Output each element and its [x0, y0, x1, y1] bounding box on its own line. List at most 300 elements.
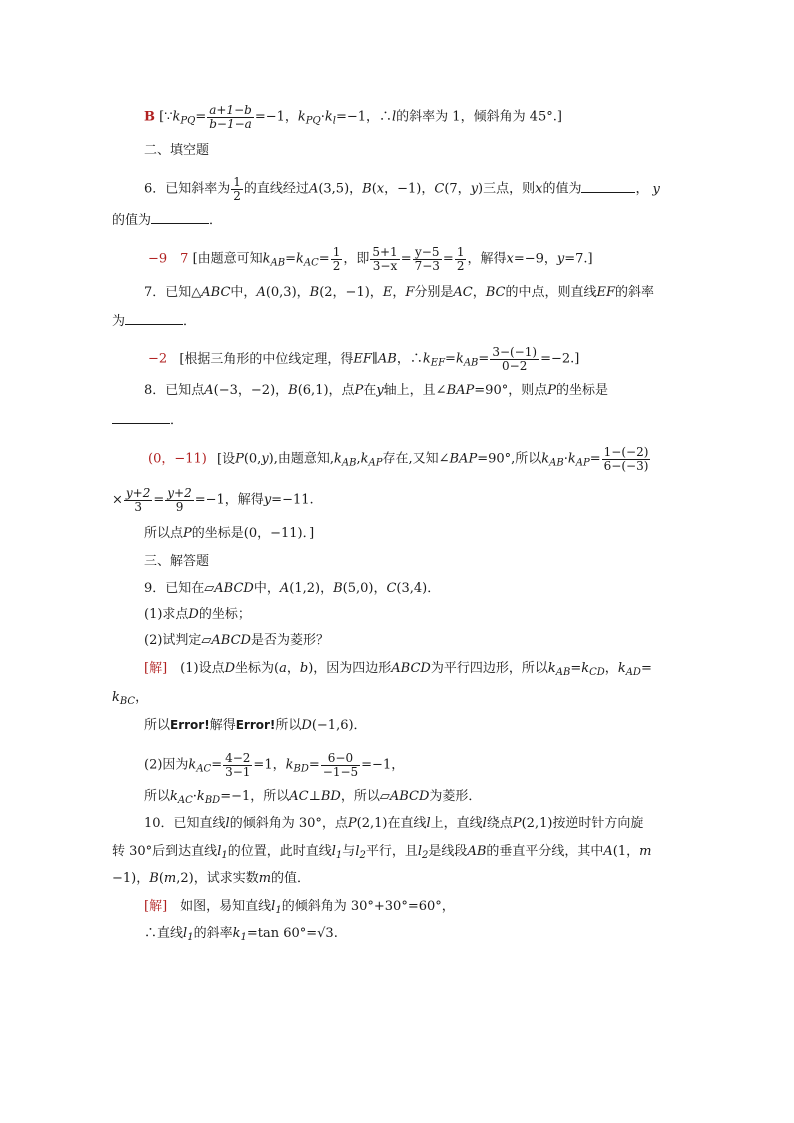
text: (1)设点: [167, 661, 225, 676]
denominator: 7−3: [414, 258, 440, 273]
answer-blank: [581, 180, 635, 193]
subscript: AP: [368, 457, 383, 469]
text: (3,4)．: [396, 581, 441, 596]
answer-9-line-5: [144, 788, 481, 810]
var: x: [535, 181, 543, 197]
fraction: [124, 487, 152, 513]
var: k: [455, 351, 464, 367]
denominator: 0−2: [502, 358, 528, 373]
text: =: [400, 251, 412, 267]
text: 的倾斜角为 30°+30°=60°，: [281, 899, 455, 914]
var: C: [434, 181, 445, 197]
var: P: [547, 383, 556, 398]
subscript: AB: [549, 457, 564, 469]
text: ，: [635, 181, 649, 197]
var: m: [163, 871, 177, 886]
subscript: BC: [119, 696, 136, 707]
subscript: EF: [430, 357, 446, 369]
var: P: [512, 816, 522, 831]
var: ABCD: [389, 789, 430, 804]
subscript: 1: [275, 905, 282, 916]
text: =: [442, 251, 454, 267]
text: ∴直线: [144, 926, 184, 941]
var: B: [309, 285, 320, 300]
section-heading-fill-blank: 二、填空题: [144, 143, 210, 158]
var: E: [382, 285, 393, 300]
numerator: a+1−b: [209, 103, 252, 117]
subscript: 1: [187, 932, 194, 943]
text: [根据三角形的中位线定理，得: [179, 351, 354, 367]
answer-6-line: [148, 246, 593, 273]
text: 10．已知直线: [144, 816, 226, 831]
text: 所以: [144, 789, 171, 804]
var: P: [347, 816, 357, 831]
text: =90°,所以: [477, 451, 542, 467]
var: a: [279, 661, 287, 676]
var: k: [232, 926, 241, 941]
fraction: [223, 752, 252, 778]
var: l: [426, 816, 431, 831]
var: k: [196, 789, 205, 804]
text: −1)，: [112, 871, 150, 886]
fraction: [413, 246, 442, 272]
question-6-line-2: [112, 211, 222, 230]
text: 的位置，此时直线: [227, 844, 332, 859]
text: [∵: [159, 109, 173, 125]
question-9-part-1: [144, 606, 251, 624]
fraction: [207, 104, 254, 130]
var: k: [422, 351, 431, 367]
var: D: [188, 607, 199, 622]
text: [由题意可知: [192, 251, 263, 267]
text: ,: [356, 451, 361, 467]
var: F: [405, 285, 415, 300]
subscript: 2: [359, 850, 366, 861]
var: B: [333, 581, 343, 596]
var: k: [334, 451, 342, 467]
numerator: 1: [456, 245, 465, 259]
text: (2,1)在直线: [356, 816, 427, 831]
question-9-line-1: [144, 580, 440, 598]
text: (−1,6)．: [311, 718, 367, 733]
question-7-line-2: [112, 312, 196, 331]
var: ABCD: [214, 581, 254, 596]
text: =: [445, 351, 456, 367]
fraction: [455, 246, 467, 272]
var: EF: [596, 285, 616, 300]
text: (2)因为: [144, 757, 189, 773]
numerator: 6−0: [321, 752, 360, 766]
text: ，: [392, 285, 406, 300]
subscript: 2: [422, 850, 429, 861]
var: A: [256, 285, 266, 300]
answer-blank: [125, 312, 183, 325]
text: 的值为: [112, 213, 152, 228]
var: k: [262, 251, 271, 267]
text: 平行，且: [365, 844, 418, 859]
var: BC: [485, 285, 506, 300]
var: B: [149, 871, 159, 886]
question-7-line-1: [144, 284, 654, 302]
text: =tan 60°=√3.: [246, 926, 338, 941]
text: =−1，所以: [220, 789, 290, 804]
subscript: AP: [575, 457, 590, 469]
fraction: [331, 246, 343, 272]
text: 6．已知斜率为: [144, 181, 231, 197]
text: 为菱形．: [429, 789, 482, 804]
var: D: [224, 661, 236, 676]
var: k: [297, 109, 306, 125]
text: 为: [112, 314, 126, 329]
var: k: [170, 789, 178, 804]
fraction: [490, 346, 539, 372]
subscript: AC: [177, 795, 193, 806]
var: ABC: [201, 285, 231, 300]
text: ．: [170, 413, 184, 428]
subscript: AB: [341, 457, 357, 469]
var: y: [652, 181, 660, 197]
text: =: [195, 109, 207, 125]
text: ，: [135, 690, 149, 705]
text: )三点，则: [478, 181, 536, 197]
answer-9-line-3: [144, 716, 367, 735]
text: ，: [472, 285, 486, 300]
question-8-line-2: [112, 411, 183, 430]
text: ，−1)，: [384, 181, 435, 197]
error-placeholder: Error!: [170, 718, 210, 732]
denominator: 9: [175, 499, 184, 514]
text: ，: [604, 661, 618, 676]
denominator: 3−x: [372, 258, 398, 273]
question-10-line-2: [112, 843, 651, 865]
text: ．: [183, 314, 197, 329]
text: =−9，: [513, 251, 557, 267]
text: =−1，∴: [335, 109, 392, 125]
var: BAP: [446, 383, 475, 398]
numerator: 1: [332, 245, 341, 259]
var: AC: [289, 789, 309, 804]
numerator: 4−2: [225, 751, 251, 765]
text: =1，: [253, 757, 286, 773]
answer-8-line-1: [148, 446, 651, 473]
text: 坐标为(: [235, 661, 280, 676]
answer-8-line-2: [112, 487, 314, 513]
text: (1,2)，: [289, 581, 334, 596]
subscript: BD: [204, 795, 221, 806]
answer-9-line-2: [112, 689, 148, 711]
answer-blank: [112, 411, 170, 424]
text: 的值．: [271, 871, 311, 886]
answer-9-line-1: [144, 660, 652, 682]
numerator: 1−(−2): [603, 445, 649, 459]
text: 在: [363, 383, 377, 398]
var: l: [355, 844, 360, 859]
text: 的坐标是(0，−11)．]: [191, 526, 315, 541]
text: (: [158, 871, 164, 886]
var: l: [331, 844, 336, 859]
var: A: [204, 383, 214, 398]
subscript: AB: [463, 357, 479, 369]
var: B: [362, 181, 372, 197]
question-10-line-3: [112, 870, 310, 888]
text: 解得: [209, 718, 236, 733]
text: =: [640, 661, 652, 676]
text: ·: [563, 451, 568, 467]
text: 的垂直平分线，其中: [486, 844, 604, 859]
text: [设: [217, 451, 236, 467]
text: 与: [342, 844, 356, 859]
text: =: [589, 451, 601, 467]
var: l: [271, 899, 276, 914]
subscript: CD: [589, 667, 605, 678]
text: 的直线经过: [243, 181, 309, 197]
solution-tag: [解]: [144, 899, 168, 914]
subscript: AB: [555, 667, 571, 678]
var: k: [112, 690, 120, 705]
text: (1，: [612, 844, 640, 859]
var: A: [279, 581, 290, 596]
subscript: BD: [293, 763, 309, 775]
error-placeholder: Error!: [235, 718, 276, 732]
answer-6-value: −9 7: [148, 251, 189, 267]
subscript: 1: [221, 850, 228, 861]
text: )，因为四边形: [308, 661, 392, 676]
text: 上，直线: [430, 816, 483, 831]
text: ,2)，试求实数: [176, 871, 259, 886]
numerator: 1: [233, 175, 241, 189]
text: (0,: [243, 451, 262, 467]
text: 转 30°后到达直线: [112, 844, 218, 859]
var: AB: [377, 351, 397, 367]
text: (3,5)，: [318, 181, 363, 197]
var: y: [261, 451, 269, 467]
text: 的坐标；: [198, 607, 251, 622]
text: 为平行四边形，所以: [430, 661, 548, 676]
text: =−1，: [254, 109, 298, 125]
var: EF: [353, 351, 372, 367]
text: =: [318, 251, 330, 267]
text: 的值为: [542, 181, 582, 197]
text: =: [153, 492, 165, 508]
subscript: PQ: [180, 115, 196, 127]
var: x: [506, 251, 514, 267]
fraction: [231, 176, 243, 202]
text: 9．已知在▱: [144, 581, 215, 596]
question-6-line-1: [144, 176, 660, 202]
denominator: 2: [233, 188, 241, 203]
answer-8-value: (0，−11): [148, 451, 207, 467]
text: ，所以▱: [340, 789, 390, 804]
var: l: [217, 844, 222, 859]
denominator: 3: [134, 499, 142, 514]
question-8-line-1: [144, 382, 608, 400]
fraction: [165, 487, 193, 513]
text: (0,3)，: [265, 285, 310, 300]
text: 中，: [230, 285, 257, 300]
text: 如图，易知直线: [167, 899, 272, 914]
subscript: AC: [196, 763, 212, 775]
denominator: b−1−a: [209, 116, 252, 131]
text: =: [570, 661, 582, 676]
answer-8-line-3: [144, 525, 314, 543]
denominator: −1−5: [322, 764, 359, 779]
var: k: [285, 757, 294, 773]
answer-5-line: [144, 104, 562, 131]
text: ),由题意知,: [268, 451, 335, 467]
text: =90°，则点: [474, 383, 548, 398]
subscript: AD: [625, 667, 641, 678]
text: (2，−1)，: [319, 285, 383, 300]
denominator: 3−1: [225, 764, 251, 779]
text: (1)求点: [144, 607, 189, 622]
var: x: [376, 181, 385, 197]
var: m: [258, 871, 272, 886]
text: (5,0)，: [342, 581, 387, 596]
var: k: [188, 757, 197, 773]
var: AB: [467, 844, 487, 859]
text: 绕点: [486, 816, 513, 831]
text: ，即: [343, 251, 370, 267]
numerator: 5+1: [372, 245, 398, 259]
text: =−1，解得: [194, 492, 264, 508]
var: B: [288, 383, 298, 398]
var: y: [556, 251, 565, 267]
text: 所以: [275, 718, 302, 733]
text: 7．已知△: [144, 285, 202, 300]
var: k: [172, 109, 181, 125]
var: P: [183, 526, 192, 541]
text: ⊥: [308, 789, 321, 804]
text: 所以点: [144, 526, 184, 541]
text: 存在,又知∠: [382, 451, 450, 467]
var: l: [225, 816, 230, 831]
fraction: [370, 246, 399, 272]
answer-7-value: −2: [148, 351, 168, 367]
text: =−1，: [361, 757, 405, 773]
question-9-part-2: [144, 632, 329, 650]
section-heading-solutions: 三、解答题: [144, 554, 210, 569]
var: P: [354, 383, 364, 398]
text: 的倾斜角为 30°，点: [229, 816, 348, 831]
numerator: y+2: [125, 486, 151, 500]
text: ，: [286, 661, 300, 676]
var: l: [417, 844, 423, 859]
var: P: [235, 451, 244, 467]
subscript: 1: [240, 932, 247, 943]
var: ABCD: [391, 661, 431, 676]
text: 是线段: [428, 844, 468, 859]
text: 的中点，则直线: [505, 285, 597, 300]
fraction: [321, 752, 360, 778]
answer-9-line-4: [144, 752, 404, 779]
var: k: [360, 451, 369, 467]
answer-5-letter: B: [144, 109, 155, 125]
var: l: [392, 109, 397, 125]
text: =: [308, 757, 320, 773]
text: 的斜率: [615, 285, 655, 300]
text: (7，: [444, 181, 471, 197]
text: 中，: [253, 581, 280, 596]
var: y: [470, 181, 479, 197]
var: l: [183, 926, 188, 941]
text: (6,1)，点: [297, 383, 355, 398]
var: k: [547, 661, 556, 676]
var: k: [296, 251, 304, 267]
text: =: [285, 251, 297, 267]
text: ，∴: [396, 351, 423, 367]
var: y: [376, 383, 384, 398]
answer-10-line-1: [144, 898, 455, 920]
subscript: PQ: [305, 115, 321, 127]
var: b: [299, 661, 309, 676]
var: l: [482, 816, 487, 831]
answer-7-line: [148, 346, 579, 373]
var: k: [324, 109, 333, 125]
text: 的坐标是: [555, 383, 608, 398]
fraction: [602, 446, 651, 472]
subscript: AC: [303, 257, 319, 269]
text: =: [211, 757, 223, 773]
text: 轴上，且∠: [383, 383, 447, 398]
subscript: AB: [270, 257, 286, 269]
var: AC: [453, 285, 473, 300]
numerator: y−5: [413, 246, 442, 260]
text: (: [371, 181, 377, 197]
text: 是否为菱形？: [250, 633, 329, 648]
text: =7.]: [564, 251, 593, 267]
text: =−2.]: [540, 351, 580, 367]
text: ∥: [371, 351, 378, 367]
denominator: 2: [456, 258, 465, 273]
denominator: 2: [332, 258, 341, 273]
text: =−11.: [271, 492, 314, 508]
denominator: 6−(−3): [603, 458, 649, 473]
var: m: [639, 844, 652, 859]
numerator: 3−(−1): [492, 345, 538, 359]
subscript: 1: [335, 850, 343, 861]
var: k: [581, 661, 590, 676]
text: 的斜率为 1，倾斜角为 45°.]: [396, 109, 562, 125]
var: BAP: [449, 451, 478, 467]
question-10-line-1: [144, 815, 643, 833]
text: ·: [192, 789, 197, 804]
text: (−3，−2)，: [213, 383, 289, 398]
text: 的斜率: [193, 926, 233, 941]
numerator: y+2: [167, 486, 192, 500]
subscript: l: [332, 115, 336, 127]
text: ．: [209, 213, 223, 228]
text: ·: [320, 109, 325, 125]
text: 8．已知点: [144, 383, 205, 398]
text: ×: [112, 492, 123, 508]
var: A: [308, 181, 319, 197]
text: ，解得: [467, 251, 507, 267]
var: ABCD: [211, 633, 251, 648]
solution-tag: [解]: [144, 661, 168, 676]
var: D: [301, 718, 312, 733]
text: 所以: [144, 718, 171, 733]
var: BD: [320, 789, 341, 804]
text: (2)试判定▱: [144, 633, 212, 648]
text: =: [478, 351, 490, 367]
var: k: [567, 451, 576, 467]
answer-blank: [151, 211, 209, 224]
var: A: [603, 844, 613, 859]
answer-10-line-2: [144, 925, 338, 947]
text: (2,1)按逆时针方向旋: [521, 816, 644, 831]
var: C: [386, 581, 397, 596]
var: y: [263, 492, 272, 508]
